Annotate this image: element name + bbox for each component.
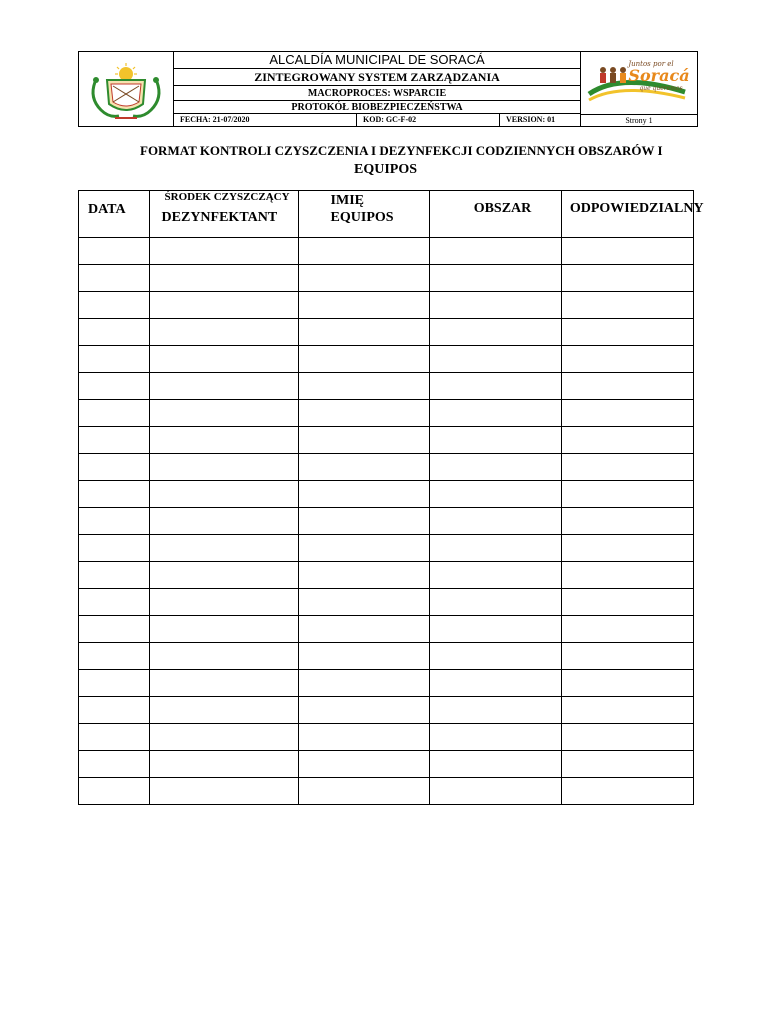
table-row bbox=[79, 562, 694, 589]
table-row bbox=[79, 373, 694, 400]
table-cell[interactable] bbox=[298, 238, 429, 265]
table-cell[interactable] bbox=[79, 535, 150, 562]
table-cell[interactable] bbox=[429, 751, 561, 778]
system-title: ZINTEGROWANY SYSTEM ZARZĄDZANIA bbox=[174, 69, 580, 86]
table-cell[interactable] bbox=[298, 319, 429, 346]
table-cell[interactable] bbox=[429, 346, 561, 373]
table-cell[interactable] bbox=[561, 589, 693, 616]
table-cell[interactable] bbox=[429, 292, 561, 319]
table-cell[interactable] bbox=[149, 778, 298, 805]
table-cell[interactable] bbox=[298, 643, 429, 670]
table-cell[interactable] bbox=[149, 643, 298, 670]
table-cell[interactable] bbox=[149, 724, 298, 751]
form-title-line1: FORMAT KONTROLI CZYSZCZENIA I DEZYNFEKCJI CODZIENNYCH OBSZARÓW I bbox=[140, 143, 663, 158]
table-cell[interactable] bbox=[149, 535, 298, 562]
table-cell[interactable] bbox=[298, 562, 429, 589]
table-row bbox=[79, 292, 694, 319]
column-header-responsible-label: ODPOWIEDZIALNY bbox=[569, 201, 704, 216]
table-cell[interactable] bbox=[429, 724, 561, 751]
table-cell[interactable] bbox=[298, 589, 429, 616]
table-row bbox=[79, 643, 694, 670]
table-cell[interactable] bbox=[561, 562, 693, 589]
table-cell[interactable] bbox=[561, 643, 693, 670]
table-cell[interactable] bbox=[79, 481, 150, 508]
table-cell[interactable] bbox=[79, 724, 150, 751]
table-cell[interactable] bbox=[298, 454, 429, 481]
table-cell[interactable] bbox=[561, 724, 693, 751]
table-row bbox=[79, 265, 694, 292]
table-cell[interactable] bbox=[298, 481, 429, 508]
table-cell[interactable] bbox=[298, 400, 429, 427]
table-cell[interactable] bbox=[149, 292, 298, 319]
table-cell[interactable] bbox=[79, 751, 150, 778]
table-row bbox=[79, 697, 694, 724]
table-cell[interactable] bbox=[561, 616, 693, 643]
cleaning-log-table bbox=[78, 190, 704, 805]
table-cell[interactable] bbox=[298, 697, 429, 724]
table-row bbox=[79, 724, 694, 751]
form-title-line2: EQUIPOS bbox=[354, 162, 418, 177]
column-header-cleaning-agent-bottom: DEZYNFEKTANT bbox=[161, 210, 278, 225]
table-cell[interactable] bbox=[79, 373, 150, 400]
table-cell[interactable] bbox=[79, 508, 150, 535]
table-cell[interactable] bbox=[149, 427, 298, 454]
table-cell[interactable] bbox=[561, 346, 693, 373]
table-cell[interactable] bbox=[79, 643, 150, 670]
code-field: KOD: GC-F-02 bbox=[357, 114, 500, 126]
version-field: VERSION: 01 bbox=[506, 115, 556, 124]
column-header-name bbox=[298, 191, 429, 238]
table-cell[interactable] bbox=[429, 670, 561, 697]
date-field: FECHA: 21-07/2020 bbox=[174, 114, 357, 126]
logo-text-line1: Juntos por el bbox=[628, 60, 674, 68]
table-cell[interactable] bbox=[79, 427, 150, 454]
table-cell[interactable] bbox=[429, 562, 561, 589]
table-cell[interactable] bbox=[149, 508, 298, 535]
table-cell[interactable] bbox=[298, 778, 429, 805]
table-row bbox=[79, 589, 694, 616]
table-header-row bbox=[79, 191, 694, 238]
column-header-name-top: IMIĘ bbox=[330, 193, 364, 208]
table-cell[interactable] bbox=[149, 616, 298, 643]
table-cell[interactable] bbox=[79, 400, 150, 427]
table-row bbox=[79, 400, 694, 427]
municipality-title: ALCALDÍA MUNICIPAL DE SORACÁ bbox=[174, 52, 580, 69]
document-header bbox=[78, 51, 698, 127]
table-cell[interactable] bbox=[149, 670, 298, 697]
table-cell[interactable] bbox=[429, 589, 561, 616]
macroprocess-label: MACROPROCES: WSPARCIE bbox=[174, 86, 580, 101]
table-cell[interactable] bbox=[561, 454, 693, 481]
table-row bbox=[79, 427, 694, 454]
table-cell[interactable] bbox=[79, 589, 150, 616]
table-cell[interactable] bbox=[561, 292, 693, 319]
table-cell[interactable] bbox=[561, 427, 693, 454]
table-cell[interactable] bbox=[429, 508, 561, 535]
table-row bbox=[79, 616, 694, 643]
table-cell[interactable] bbox=[561, 238, 693, 265]
table-cell[interactable] bbox=[79, 319, 150, 346]
logo-text-line2: Soracá bbox=[628, 66, 690, 85]
table-cell[interactable] bbox=[149, 400, 298, 427]
column-header-cleaning-agent bbox=[149, 191, 298, 238]
table-cell[interactable] bbox=[298, 373, 429, 400]
table-cell[interactable] bbox=[298, 346, 429, 373]
page-number: Strony 1 bbox=[580, 114, 697, 126]
logo-text-line3: que queremos bbox=[639, 85, 683, 92]
table-cell[interactable] bbox=[429, 643, 561, 670]
table-cell[interactable] bbox=[79, 265, 150, 292]
table-row bbox=[79, 346, 694, 373]
table-cell[interactable] bbox=[149, 238, 298, 265]
table-cell[interactable] bbox=[79, 238, 150, 265]
column-header-area-label: OBSZAR bbox=[473, 201, 532, 216]
table-row bbox=[79, 778, 694, 805]
table-cell[interactable] bbox=[79, 454, 150, 481]
table-cell[interactable] bbox=[429, 697, 561, 724]
table-row bbox=[79, 670, 694, 697]
table-cell[interactable] bbox=[429, 238, 561, 265]
table-cell[interactable] bbox=[429, 373, 561, 400]
table-cell[interactable] bbox=[561, 670, 693, 697]
table-cell[interactable] bbox=[79, 778, 150, 805]
table-cell[interactable] bbox=[429, 454, 561, 481]
table-cell[interactable] bbox=[429, 616, 561, 643]
table-row bbox=[79, 751, 694, 778]
table-cell[interactable] bbox=[298, 265, 429, 292]
table-row bbox=[79, 238, 694, 265]
column-header-cleaning-agent-top: ŚRODEK CZYSZCZĄCY bbox=[164, 191, 290, 203]
column-header-date bbox=[79, 191, 150, 238]
table-cell[interactable] bbox=[561, 751, 693, 778]
table-cell[interactable] bbox=[561, 400, 693, 427]
table-cell[interactable] bbox=[298, 535, 429, 562]
table-cell[interactable] bbox=[298, 427, 429, 454]
table-cell[interactable] bbox=[429, 481, 561, 508]
table-row bbox=[79, 319, 694, 346]
table-row bbox=[79, 454, 694, 481]
table-cell[interactable] bbox=[149, 481, 298, 508]
column-header-area bbox=[429, 191, 561, 238]
table-cell[interactable] bbox=[298, 616, 429, 643]
table-cell[interactable] bbox=[79, 292, 150, 319]
table-cell[interactable] bbox=[429, 427, 561, 454]
table-cell[interactable] bbox=[561, 481, 693, 508]
table-cell[interactable] bbox=[149, 562, 298, 589]
column-header-name-bottom: EQUIPOS bbox=[330, 210, 394, 225]
table-cell[interactable] bbox=[561, 697, 693, 724]
coat-of-arms-logo bbox=[79, 52, 174, 126]
table-cell[interactable] bbox=[561, 508, 693, 535]
table-cell[interactable] bbox=[79, 616, 150, 643]
table-cell[interactable] bbox=[429, 535, 561, 562]
table-cell[interactable] bbox=[561, 535, 693, 562]
footer-row bbox=[174, 114, 580, 126]
table-cell[interactable] bbox=[429, 265, 561, 292]
table-cell[interactable] bbox=[79, 670, 150, 697]
table-cell[interactable] bbox=[561, 265, 693, 292]
table-cell[interactable] bbox=[298, 292, 429, 319]
table-cell[interactable] bbox=[149, 373, 298, 400]
table-cell[interactable] bbox=[298, 724, 429, 751]
table-cell[interactable] bbox=[79, 697, 150, 724]
table-cell[interactable] bbox=[149, 319, 298, 346]
table-cell[interactable] bbox=[561, 319, 693, 346]
table-cell[interactable] bbox=[149, 751, 298, 778]
table-row bbox=[79, 535, 694, 562]
table-row bbox=[79, 481, 694, 508]
table-cell[interactable] bbox=[561, 778, 693, 805]
table-cell[interactable] bbox=[149, 589, 298, 616]
table-cell[interactable] bbox=[298, 508, 429, 535]
table-row bbox=[79, 508, 694, 535]
protocol-label: PROTOKÓŁ BIOBEZPIECZEŃSTWA bbox=[174, 101, 580, 114]
table-cell[interactable] bbox=[298, 670, 429, 697]
table-cell[interactable] bbox=[149, 697, 298, 724]
column-header-date-label: DATA bbox=[88, 202, 126, 217]
table-cell[interactable] bbox=[429, 778, 561, 805]
column-header-responsible bbox=[561, 191, 704, 238]
table-cell[interactable] bbox=[149, 454, 298, 481]
table-cell[interactable] bbox=[149, 265, 298, 292]
table-cell[interactable] bbox=[561, 373, 693, 400]
table-body bbox=[79, 238, 694, 805]
table-cell[interactable] bbox=[298, 751, 429, 778]
table-cell[interactable] bbox=[429, 400, 561, 427]
table-cell[interactable] bbox=[79, 346, 150, 373]
table-cell[interactable] bbox=[149, 346, 298, 373]
table-cell[interactable] bbox=[429, 319, 561, 346]
table-cell[interactable] bbox=[79, 562, 150, 589]
